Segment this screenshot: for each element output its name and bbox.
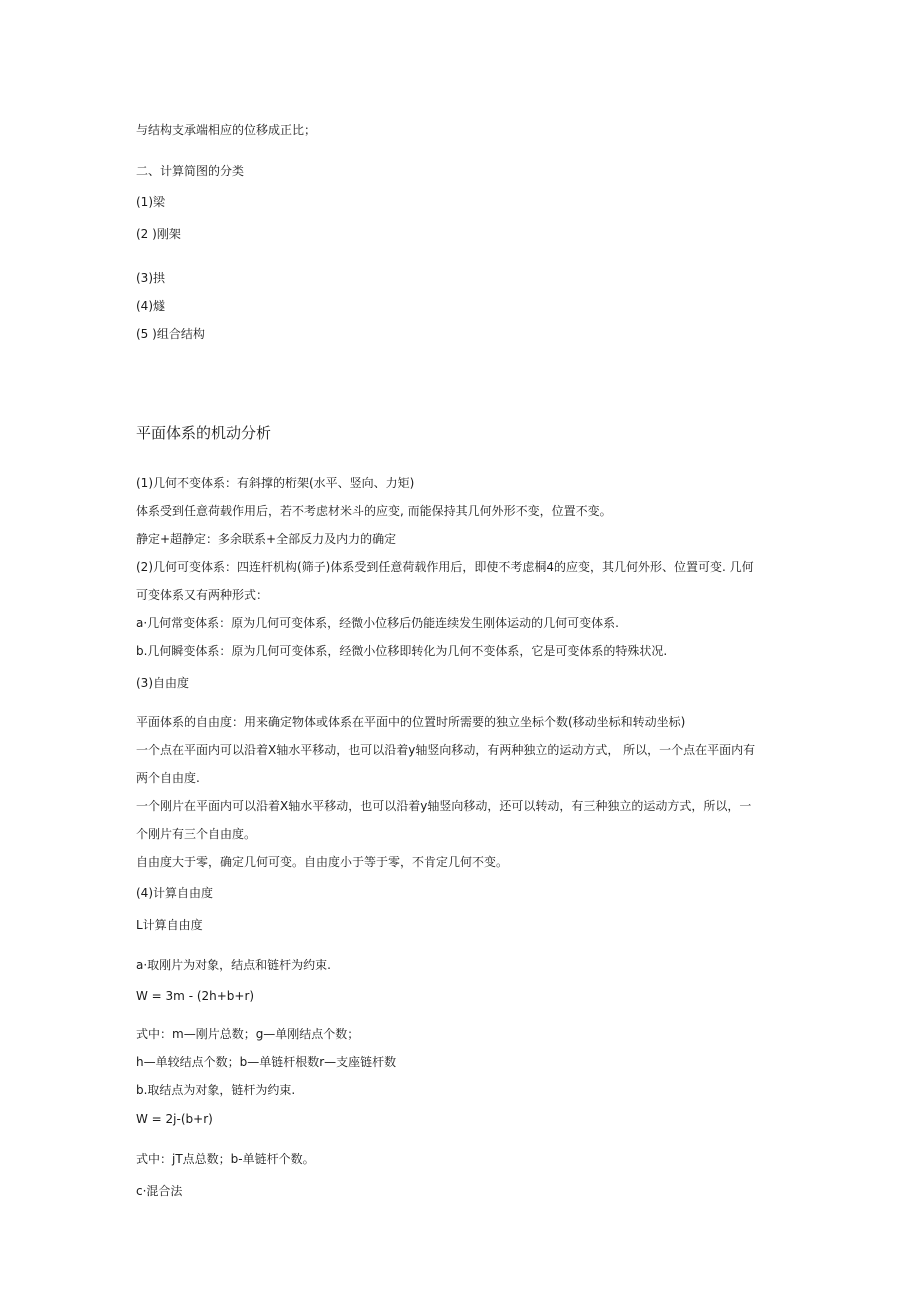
- text-line-classification-heading: 二、计算简图的分类: [136, 164, 245, 178]
- formula-rigid-body: W = 3m - (2h+b+r): [136, 989, 255, 1003]
- section-title: 平面体系的机动分析: [136, 424, 272, 442]
- text-line-tunnel: (4)燧: [136, 299, 165, 313]
- text-line: b.几何瞬变体系：原为几何可变体系，经微小位移即转化为几何不变体系，它是可变体系的特殊状况.: [136, 644, 668, 658]
- text-line: 自由度大于零，确定几何可变。自由度小于等于零，不肯定几何不变。: [136, 855, 509, 869]
- text-line-beam: (1)梁: [136, 195, 165, 209]
- text-line: (3)自由度: [136, 676, 189, 690]
- text-line: (1)几何不变体系：有斜撑的桁架(水平、竖向、力矩): [136, 476, 415, 490]
- text-line: 式中：m—刚片总数；g—单刚结点个数；: [136, 1027, 360, 1041]
- text-line: 静定+超静定：多余联系+全部反力及内力的确定: [136, 532, 397, 546]
- text-line: h—单较结点个数；b—单链杆根数r—支座链杆数: [136, 1055, 397, 1069]
- text-line: 可变体系又有两种形式：: [136, 588, 269, 602]
- text-line-arch: (3)拱: [136, 271, 165, 285]
- text-line-frame: (2 )刚架: [136, 227, 181, 241]
- text-line-displacement: 与结构支承端相应的位移成正比；: [136, 123, 317, 137]
- text-line: 一个点在平面内可以沿着X轴水平移动，也可以沿着y轴竖向移动，有两种独立的运动方式， 所以，一个点在平面内有: [136, 743, 756, 757]
- text-line: 一个刚片在平面内可以沿着X轴水平移动，也可以沿着y轴竖向移动，还可以转动，有三种独立的运动方式，所以，一: [136, 799, 752, 813]
- text-line-composite: (5 )组合结构: [136, 327, 205, 341]
- text-line: 两个自由度.: [136, 771, 200, 785]
- text-line: (4)计算自由度: [136, 886, 213, 900]
- text-line: 平面体系的自由度：用来确定物体或体系在平面中的位置时所需要的独立坐标个数(移动坐标和转动坐标): [136, 715, 686, 729]
- text-line: 体系受到任意荷载作用后，若不考虑材米斗的应变, 而能保持其几何外形不变，位置不变。: [136, 504, 612, 518]
- text-line: 式中：jT点总数；b-单链杆个数。: [136, 1152, 315, 1166]
- text-line: b.取结点为对象，链杆为约束.: [136, 1083, 296, 1097]
- text-line: c·混合法: [136, 1184, 183, 1198]
- text-line: L计算自由度: [136, 918, 203, 932]
- text-line: (2)几何可变体系：四连杆机构(筛子)体系受到任意荷载作用后，即使不考虑桐4的应变，其几何外形、位置可变. 几何: [136, 560, 754, 574]
- text-line: 个刚片有三个自由度。: [136, 827, 257, 841]
- formula-joint: W = 2j-(b+r): [136, 1112, 213, 1126]
- text-line: a·取刚片为对象，结点和链杆为约束.: [136, 958, 331, 972]
- text-line: a·几何常变体系：原为几何可变体系，经微小位移后仍能连续发生刚体运动的几何可变体系.: [136, 616, 619, 630]
